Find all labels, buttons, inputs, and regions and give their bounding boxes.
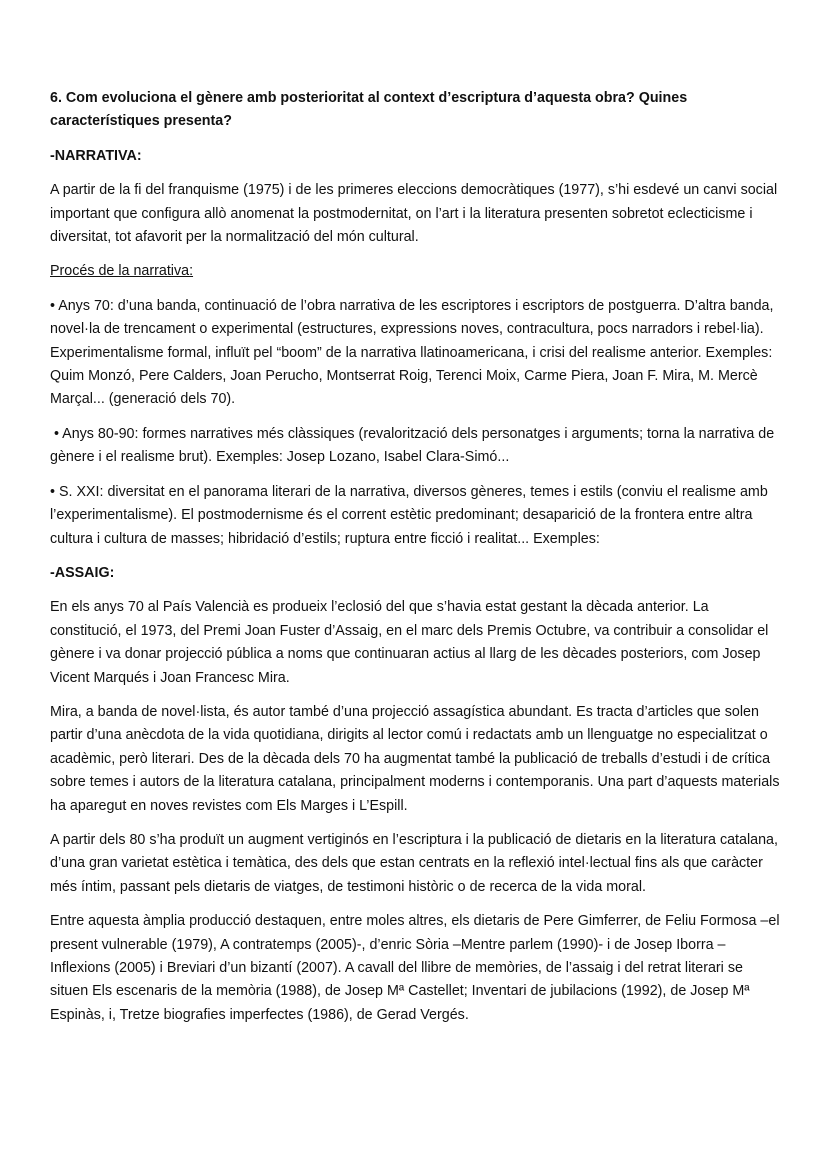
assaig-title: -ASSAIG: — [50, 564, 115, 581]
bullet-anys-80-90: • Anys 80-90: formes narratives més clàssiques (revalorització dels personatges i arguments; torna la narrativa de gènere i el realisme brut). Exemples: Josep Lozano, Isabel Clara-Simó... — [50, 425, 779, 466]
narrativa-intro-paragraph: A partir de la fi del franquisme (1975) i de les primeres eleccions democràtiques (1977), s’hi esdevé un canvi social important que configura allò anomenat la postmodernitat, on l’art i la literatura presenten sobretot eclecticisme i diversitat, tot afavorit per la normalització del món cultural. — [50, 182, 778, 246]
assaig-paragraph-4: Entre aquesta àmplia producció destaquen, entre moles altres, els dietaris de Pere Gimferrer, de Feliu Formosa –el present vulnerable (1979), A contratemps (2005)-, d’enric Sòria –Mentre parlem (1990)- i de Josep Iborra – Inflexions (2005) i Breviari d’un bizantí (2007). A cavall del llibre de memòries, de l’assaig i del retrat literari se situen Els escenaris de la memòria (1988), de Josep Mª Castellet; Inventari de jubilacions (1992), de Josep Mª Espinàs, i, Tretze biografies imperfectes (1986), de Gerad Vergés. — [50, 913, 780, 1023]
bullet-anys-70: • Anys 70: d’una banda, continuació de l’obra narrativa de les escriptores i escriptors de postguerra. D’altra banda, novel·la de trencament o experimental (estructures, expressions noves, contracultura, pocs narradors i rebel·lia). Experimentalisme formal, influït pel “boom” de la narrativa llatinoamericana, i crisi del realisme anterior. Exemples: Quim Monzó, Pere Calders, Joan Perucho, Montserrat Roig, Terenci Moix, Carme Piera, Joan F. Mira, M. Mercè Marçal... (generació dels 70). — [50, 297, 774, 408]
question-heading: 6. Com evoluciona el gènere amb posterioritat al context d’escriptura d’aquesta obra? Quines característiques presenta? — [50, 90, 688, 130]
bullet-segle-xxi: • S. XXI: diversitat en el panorama literari de la narrativa, diversos gèneres, temes i estils (conviu el realisme amb l’experimentalisme). El postmodernisme és el corrent estètic predominant; desaparició de la frontera entre altra cultura i cultura de masses; hibridació d’estils; ruptura entre ficció i realitat... Exemples: — [50, 483, 768, 547]
document-page — [50, 87, 780, 1038]
process-heading: Procés de la narrativa: — [50, 263, 194, 280]
assaig-paragraph-3: A partir dels 80 s’ha produït un augment vertiginós en l’escriptura i la publicació de dietaris en la literatura catalana, d’una gran varietat estètica i temàtica, des dels que estan centrats en la reflexió intel·lectual fins als que caràcter més íntim, passant pels dietaris de viatges, de testimoni històric o de recerca de la vida moral. — [50, 831, 778, 895]
narrativa-title: -NARRATIVA: — [50, 147, 142, 164]
assaig-paragraph-1: En els anys 70 al País Valencià es produeix l’eclosió del que s’havia estat gestant la dècada anterior. La constitució, el 1973, del Premi Joan Fuster d’Assaig, en el marc dels Premis Octubre, va contribuir a consolidar el gènere i va donar projecció pública a noms que continuaran actius al llarg de les dècades posteriors, com Josep Vicent Marqués i Joan Francesc Mira. — [50, 599, 769, 686]
assaig-paragraph-2: Mira, a banda de novel·lista, és autor també d’una projecció assagística abundant. Es tracta d’articles que solen partir d’una anècdota de la vida quotidiana, dirigits al lector comú i redactats amb un llenguatge no especialitzat o acadèmic, però literari. Des de la dècada dels 70 ha augmentat també la publicació de treballs d’estudi i de crítica sobre temes i autors de la literatura catalana, principalment moderns i contemporanis. Una part d’aquests materials ha aparegut en noves revistes com Els Marges i L’Espill. — [50, 703, 780, 814]
